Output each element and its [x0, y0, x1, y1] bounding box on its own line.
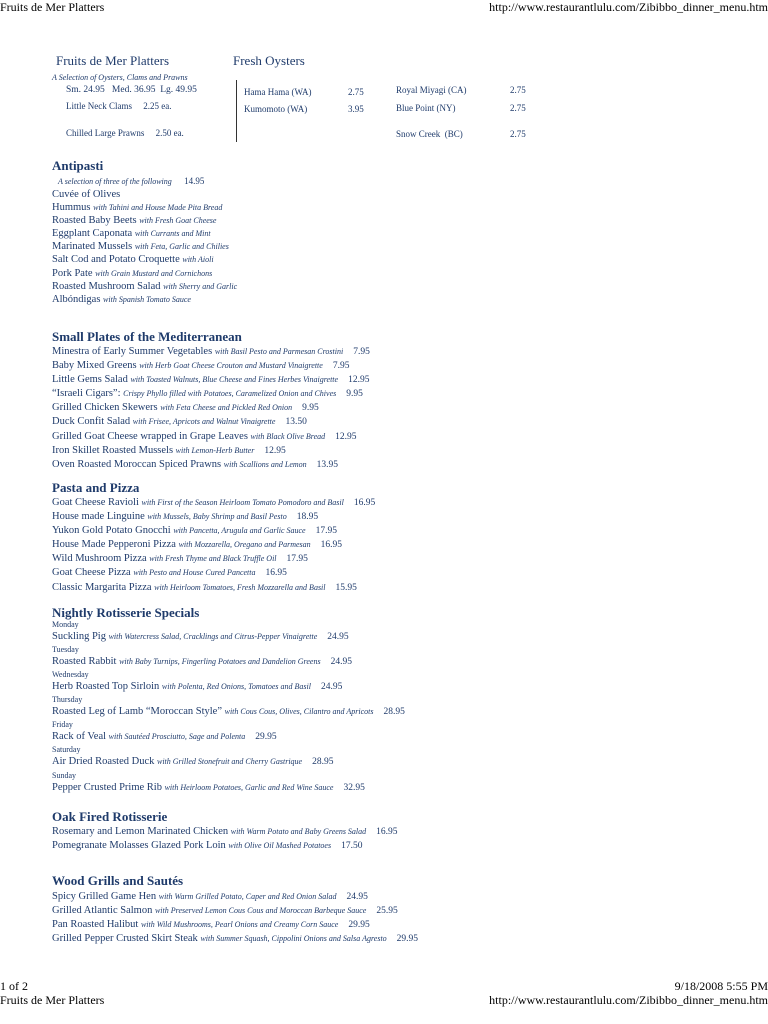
day-label: Thursday	[52, 695, 83, 705]
menu-item	[52, 510, 752, 524]
menu-item	[52, 227, 752, 240]
item-name: Hummus	[52, 202, 91, 214]
oyster-price: 2.75	[510, 85, 526, 95]
item-price: 17.95	[315, 526, 337, 537]
item-name: Grilled Atlantic Salmon	[52, 905, 153, 917]
menu-item	[52, 730, 752, 744]
item-desc: with Mussels, Baby Shrimp and Basil Pesto	[147, 512, 287, 522]
item-desc: with Lemon-Herb Butter	[175, 445, 255, 455]
item-desc: with Wild Mushrooms, Pearl Onions and Creamy Corn Sauce	[140, 920, 339, 930]
oyster-price: 2.75	[510, 129, 526, 139]
item-name: Spicy Grilled Game Hen	[52, 891, 157, 902]
item-desc: with Frisee, Apricots and Walnut Vinaigrette	[132, 417, 276, 427]
item-desc: with Fresh Goat Cheese	[139, 216, 217, 226]
item-desc: with Mozzarella, Oregano and Parmesan	[178, 540, 311, 550]
antipasti-intro-price: 14.95	[184, 176, 205, 186]
menu-item	[52, 359, 752, 373]
item-name: Grilled Chicken Skewers	[52, 402, 158, 414]
item-desc: with Feta Cheese and Pickled Red Onion	[160, 403, 293, 413]
item-price: 24.95	[330, 657, 352, 668]
item-name: “Israeli Cigars”:	[52, 388, 121, 400]
menu-item	[52, 253, 752, 266]
item-name: Suckling Pig	[52, 631, 106, 642]
item-price: 16.95	[376, 827, 398, 837]
platters-sizes: Sm. 24.95 Med. 36.95 Lg. 49.95	[66, 85, 197, 95]
menu-item	[52, 430, 752, 444]
item-desc: with Watercress Salad, Cracklings and Citrus-Pepper Vinaigrette	[108, 632, 318, 641]
item-price: 32.95	[343, 782, 365, 793]
item-name: Grilled Pepper Crusted Skirt Steak	[52, 933, 198, 945]
menu-item	[52, 444, 752, 458]
item-price: 18.95	[296, 512, 319, 523]
item-price: 12.95	[335, 431, 357, 442]
menu-item	[52, 680, 752, 694]
oak-heading: Oak Fired Rotisserie	[52, 809, 168, 824]
menu-item	[52, 293, 752, 306]
menu-item	[52, 201, 752, 214]
oyster-price: 2.75	[348, 87, 364, 97]
item-price: 9.95	[302, 403, 319, 414]
item-desc: with Warm Potato and Baby Greens Salad	[230, 827, 367, 836]
item-desc: with Warm Grilled Potato, Caper and Red Onion Salad	[158, 892, 337, 901]
menu-item	[52, 630, 752, 644]
prawns-line: Chilled Large Prawns 2.50 ea.	[66, 128, 184, 138]
day-label: Saturday	[52, 745, 81, 755]
item-price: 16.95	[265, 568, 287, 579]
item-name: Yukon Gold Potato Gnocchi	[52, 525, 171, 537]
clams-line: Little Neck Clams 2.25 ea.	[66, 101, 172, 111]
oyster-name: Hama Hama (WA)	[244, 87, 312, 97]
antipasti-list	[52, 188, 752, 306]
item-name: Roasted Mushroom Salad	[52, 280, 161, 292]
item-price: 17.50	[341, 841, 363, 852]
item-price: 16.95	[353, 498, 376, 508]
item-name: Pepper Crusted Prime Rib	[52, 781, 162, 793]
oyster-name: Snow Creek (BC)	[396, 129, 463, 139]
item-name: Rack of Veal	[52, 731, 107, 743]
item-name: Classic Margarita Pizza	[52, 581, 152, 593]
antipasti-intro-text: A selection of three of the following	[58, 177, 172, 186]
menu-item	[52, 524, 752, 538]
oak-list	[52, 825, 752, 853]
menu-item	[52, 345, 752, 359]
item-name: Salt Cod and Potato Croquette	[52, 254, 180, 266]
item-name: Pan Roasted Halibut	[52, 919, 139, 931]
item-name: Eggplant Caponata	[52, 228, 133, 240]
print-footer-datetime: 9/18/2008 5:55 PM	[674, 979, 768, 993]
menu-item	[52, 932, 752, 946]
item-desc: with Grain Mustard and Cornichons	[95, 268, 213, 278]
item-price: 13.50	[285, 417, 307, 428]
menu-item	[52, 280, 752, 293]
item-desc: with Scallions and Lemon	[223, 459, 307, 469]
menu-item	[52, 839, 752, 853]
item-name: House Made Pepperoni Pizza	[52, 539, 176, 551]
menu-item	[52, 538, 752, 552]
item-desc: with Baby Turnips, Fingerling Potatoes and Dandelion Greens	[119, 657, 321, 667]
item-name: Minestra of Early Summer Vegetables	[52, 346, 213, 357]
item-price: 28.95	[312, 757, 334, 768]
menu-item	[52, 552, 752, 566]
item-desc: with Cous Cous, Olives, Cilantro and Apricots	[224, 707, 374, 717]
item-name: Cuvée of Olives	[52, 189, 121, 200]
item-name: Marinated Mussels	[52, 241, 133, 253]
item-price: 25.95	[376, 906, 398, 917]
item-desc: with Preserved Lemon Cous Cous and Moroccan Barbeque Sauce	[154, 906, 367, 916]
item-desc: with Fresh Thyme and Black Truffle Oil	[149, 554, 277, 564]
menu-item	[52, 240, 752, 253]
menu-item	[52, 401, 752, 415]
item-name: Roasted Leg of Lamb “Moroccan Style”	[52, 706, 222, 718]
item-desc: with Feta, Garlic and Chilies	[134, 242, 229, 252]
small-plates-heading: Small Plates of the Mediterranean	[52, 329, 242, 344]
antipasti-heading: Antipasti	[52, 158, 104, 173]
item-price: 29.95	[348, 920, 370, 931]
item-desc: with Heirloom Tomatoes, Fresh Mozzarella and Basil	[154, 582, 326, 592]
small-plates-list	[52, 345, 752, 472]
oyster-name: Kumomoto (WA)	[244, 104, 308, 114]
item-desc: with Polenta, Red Onions, Tomatoes and Basil	[161, 682, 311, 692]
item-price: 29.95	[255, 732, 277, 743]
grills-heading: Wood Grills and Sautés	[52, 873, 184, 888]
item-name: Roasted Rabbit	[52, 656, 117, 668]
item-name: Goat Cheese Ravioli	[52, 497, 139, 508]
item-desc: with Black Olive Bread	[250, 431, 326, 441]
menu-item	[52, 890, 752, 904]
item-price: 15.95	[335, 582, 357, 593]
item-price: 13.95	[316, 459, 339, 470]
item-desc: Crispy Phyllo filled with Potatoes, Caramelized Onion and Chives	[123, 389, 337, 399]
item-name: Goat Cheese Pizza	[52, 567, 131, 579]
item-desc: with Heirloom Potatoes, Garlic and Red Wine Sauce	[164, 782, 334, 792]
rotisserie-list	[52, 619, 752, 795]
menu-item	[52, 188, 752, 201]
item-name: Pomegranate Molasses Glazed Pork Loin	[52, 840, 226, 852]
pasta-heading: Pasta and Pizza	[52, 480, 140, 495]
print-header-title-2: Fruits de Mer Platters	[0, 993, 105, 1007]
rotisserie-heading: Nightly Rotisserie Specials	[52, 605, 200, 620]
item-desc: with Herb Goat Cheese Crouton and Mustard Vinaigrette	[139, 361, 323, 371]
item-name: Wild Mushroom Pizza	[52, 553, 147, 565]
day-label: Sunday	[52, 770, 76, 780]
menu-item	[52, 904, 752, 918]
oyster-name: Royal Miyagi (CA)	[396, 85, 467, 95]
item-desc: with Grilled Stonefruit and Cherry Gastrique	[156, 757, 303, 767]
oyster-price: 2.75	[510, 103, 526, 113]
item-name: Rosemary and Lemon Marinated Chicken	[52, 826, 229, 837]
menu-item	[52, 496, 752, 510]
print-header-url: http://www.restaurantlulu.com/Zibibbo_dinner_menu.htm	[489, 0, 768, 14]
item-price: 28.95	[383, 707, 405, 718]
item-name: Duck Confit Salad	[52, 416, 131, 428]
item-price: 16.95	[320, 540, 343, 551]
menu-item	[52, 781, 752, 795]
item-name: Roasted Baby Beets	[52, 215, 137, 227]
menu-item	[52, 705, 752, 719]
item-desc: with Toasted Walnuts, Blue Cheese and Fines Herbes Vinaigrette	[130, 375, 339, 385]
item-desc: with First of the Season Heirloom Tomato Pomodoro and Basil	[141, 498, 344, 507]
menu-item	[52, 387, 752, 401]
item-name: Grilled Goat Cheese wrapped in Grape Leaves	[52, 430, 248, 442]
item-price: 24.95	[327, 632, 349, 642]
day-label: Tuesday	[52, 645, 79, 655]
item-desc: with Sherry and Garlic	[163, 281, 238, 291]
menu-item	[52, 458, 752, 472]
oysters-heading: Fresh Oysters	[233, 53, 305, 68]
item-price: 12.95	[264, 445, 286, 456]
item-name: Air Dried Roasted Duck	[52, 756, 155, 768]
platters-heading: Fruits de Mer Platters	[56, 53, 170, 68]
menu-item	[52, 373, 752, 387]
item-price: 12.95	[348, 375, 370, 386]
menu-item	[52, 825, 752, 839]
item-desc: with Sautéed Prosciutto, Sage and Polenta	[108, 732, 246, 742]
menu-item	[52, 581, 752, 595]
item-price: 7.95	[353, 347, 370, 357]
day-label: Monday	[52, 620, 79, 629]
item-name: Albóndigas	[52, 293, 101, 305]
print-header-url-2: http://www.restaurantlulu.com/Zibibbo_dinner_menu.htm	[489, 993, 768, 1007]
item-name: Iron Skillet Roasted Mussels	[52, 444, 174, 456]
item-desc: with Olive Oil Mashed Potatoes	[228, 841, 332, 851]
oyster-price: 3.95	[348, 104, 364, 114]
item-price: 17.95	[286, 554, 308, 565]
item-price: 9.95	[346, 389, 363, 400]
menu-item	[52, 267, 752, 280]
item-desc: with Aioli	[182, 255, 214, 265]
pasta-list	[52, 496, 752, 595]
item-desc: with Basil Pesto and Parmesan Crostini	[214, 347, 344, 356]
grills-list	[52, 890, 752, 946]
item-name: Little Gems Salad	[52, 374, 128, 386]
day-label: Wednesday	[52, 670, 89, 680]
item-desc: with Pesto and House Cured Pancetta	[133, 568, 256, 578]
print-header-title: Fruits de Mer Platters	[0, 0, 105, 14]
day-label: Friday	[52, 720, 73, 730]
menu-item	[52, 918, 752, 932]
item-desc: with Tahini and House Made Pita Bread	[93, 203, 223, 213]
oysters-divider	[236, 80, 237, 142]
menu-item	[52, 655, 752, 669]
menu-item	[52, 566, 752, 580]
item-name: House made Linguine	[52, 511, 145, 523]
antipasti-intro	[58, 176, 204, 187]
item-desc: with Pancetta, Arugula and Garlic Sauce	[173, 526, 306, 536]
item-desc: with Spanish Tomato Sauce	[103, 294, 191, 304]
item-price: 24.95	[346, 892, 368, 902]
print-footer-page: 1 of 2	[0, 979, 28, 993]
item-price: 24.95	[320, 682, 343, 693]
item-desc: with Summer Squash, Cippolini Onions and Salsa Agresto	[200, 934, 387, 944]
platters-subtitle: A Selection of Oysters, Clams and Prawns	[52, 73, 188, 82]
menu-item	[52, 214, 752, 227]
item-desc: with Currants and Mint	[134, 229, 211, 239]
menu-item	[52, 755, 752, 769]
item-price: 7.95	[332, 361, 350, 372]
item-price: 29.95	[396, 934, 419, 945]
item-name: Pork Pate	[52, 267, 93, 279]
item-name: Herb Roasted Top Sirloin	[52, 681, 160, 693]
oyster-name: Blue Point (NY)	[396, 103, 456, 113]
menu-item	[52, 415, 752, 429]
item-name: Baby Mixed Greens	[52, 360, 137, 372]
item-name: Oven Roasted Moroccan Spiced Prawns	[52, 458, 222, 470]
